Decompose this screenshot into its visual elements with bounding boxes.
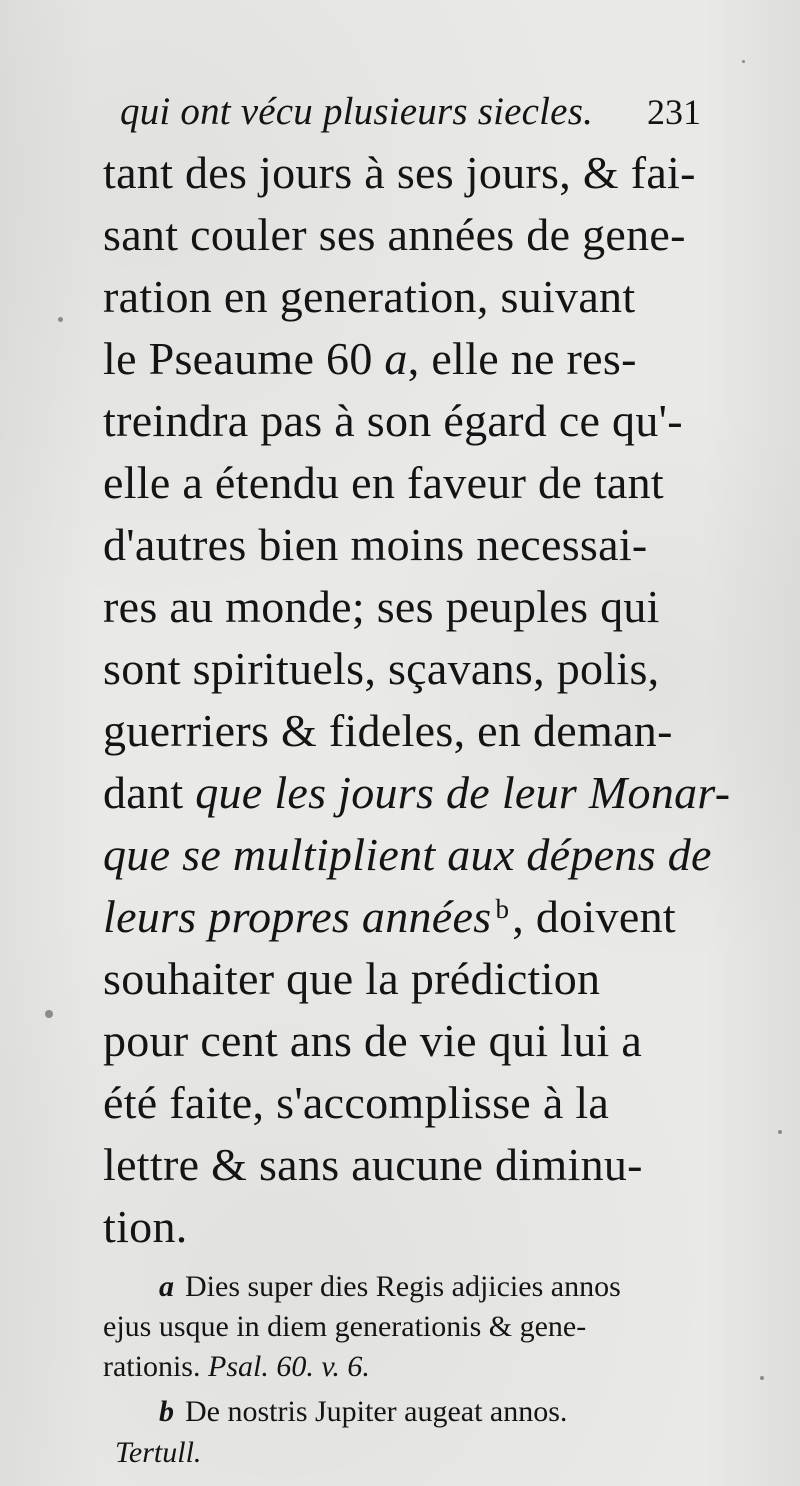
footnote-a-text: ejus usque in diem generationis & gene- (103, 1310, 587, 1343)
paper-speck (58, 317, 63, 322)
text-line (103, 1072, 753, 1134)
text-line (103, 266, 753, 328)
text-segment: sant couler ses années de gene- (103, 209, 686, 260)
italic-text-segment: leurs propres années (103, 891, 492, 942)
footnote-a-text: rationis. (103, 1350, 208, 1383)
page-number: 231 (647, 92, 701, 132)
footnote-a-line (159, 1267, 768, 1307)
text-segment: pour cent ans de vie qui lui a (103, 1015, 643, 1066)
text-segment: dant (103, 767, 196, 818)
text-line (103, 142, 753, 204)
footnote-reference-a: a (384, 333, 408, 384)
text-segment: treindra pas à son égard ce qu'- (103, 395, 683, 446)
text-segment: ration en generation, suivant (103, 271, 636, 322)
footnote-b-marker: b (159, 1395, 174, 1428)
italic-text-segment: que les jours de leur Monar- (195, 767, 731, 818)
text-segment: elle a étendu en faveur de tant (103, 457, 665, 508)
text-line (103, 700, 753, 762)
text-line (103, 824, 753, 886)
main-text-block (103, 142, 753, 1266)
text-line (103, 1196, 753, 1258)
text-segment: tion. (103, 1201, 188, 1252)
paper-speck (45, 1010, 53, 1018)
text-segment: tant des jours à ses jours, & fai- (103, 147, 696, 198)
text-line (103, 886, 753, 948)
text-segment: res au monde; ses peuples qui (103, 581, 660, 632)
footnote-a-line (103, 1347, 768, 1387)
text-line (103, 1010, 753, 1072)
footnote-a-text: Dies super dies Regis adjicies annos (185, 1270, 621, 1303)
text-line (103, 948, 753, 1010)
text-segment: lettre & sans aucune diminu- (103, 1139, 643, 1190)
paper-speck (778, 1130, 782, 1134)
footnote-reference-b: b (495, 894, 510, 924)
text-segment: souhaiter que la prédiction (103, 953, 601, 1004)
text-segment: sont spirituels, sçavans, polis, (103, 643, 660, 694)
text-line (103, 638, 753, 700)
text-line (103, 390, 753, 452)
text-segment: , elle ne res- (407, 333, 637, 384)
paper-speck (742, 60, 745, 63)
footnote-b-text: De nostris Jupiter augeat annos. (185, 1395, 568, 1428)
text-line (103, 514, 753, 576)
page-header (120, 92, 760, 140)
text-line (103, 576, 753, 638)
footnote-b-line (159, 1392, 768, 1432)
footnote-a-marker: a (159, 1270, 174, 1303)
text-line (103, 204, 753, 266)
text-line (103, 1134, 753, 1196)
text-segment: , doivent (512, 891, 676, 942)
text-segment: été faite, s'accomplisse à la (103, 1077, 610, 1128)
text-segment: d'autres bien moins necessai- (103, 519, 648, 570)
footnote-b-line (115, 1433, 780, 1473)
text-line (103, 452, 753, 514)
text-segment: le Pseaume 60 (103, 333, 385, 384)
running-head: qui ont vécu plusieurs siecles. (120, 90, 594, 133)
footnote-b-author: Tertull. (115, 1436, 202, 1469)
text-line (103, 328, 753, 390)
footnote-a-reference: Psal. 60. v. 6. (208, 1350, 370, 1383)
italic-text-segment: que se multiplient aux dépens de (103, 829, 712, 880)
footnote-a-line (103, 1307, 768, 1347)
text-segment: guerriers & fideles, en deman- (103, 705, 673, 756)
footnotes (103, 1267, 768, 1472)
text-line (103, 762, 753, 824)
